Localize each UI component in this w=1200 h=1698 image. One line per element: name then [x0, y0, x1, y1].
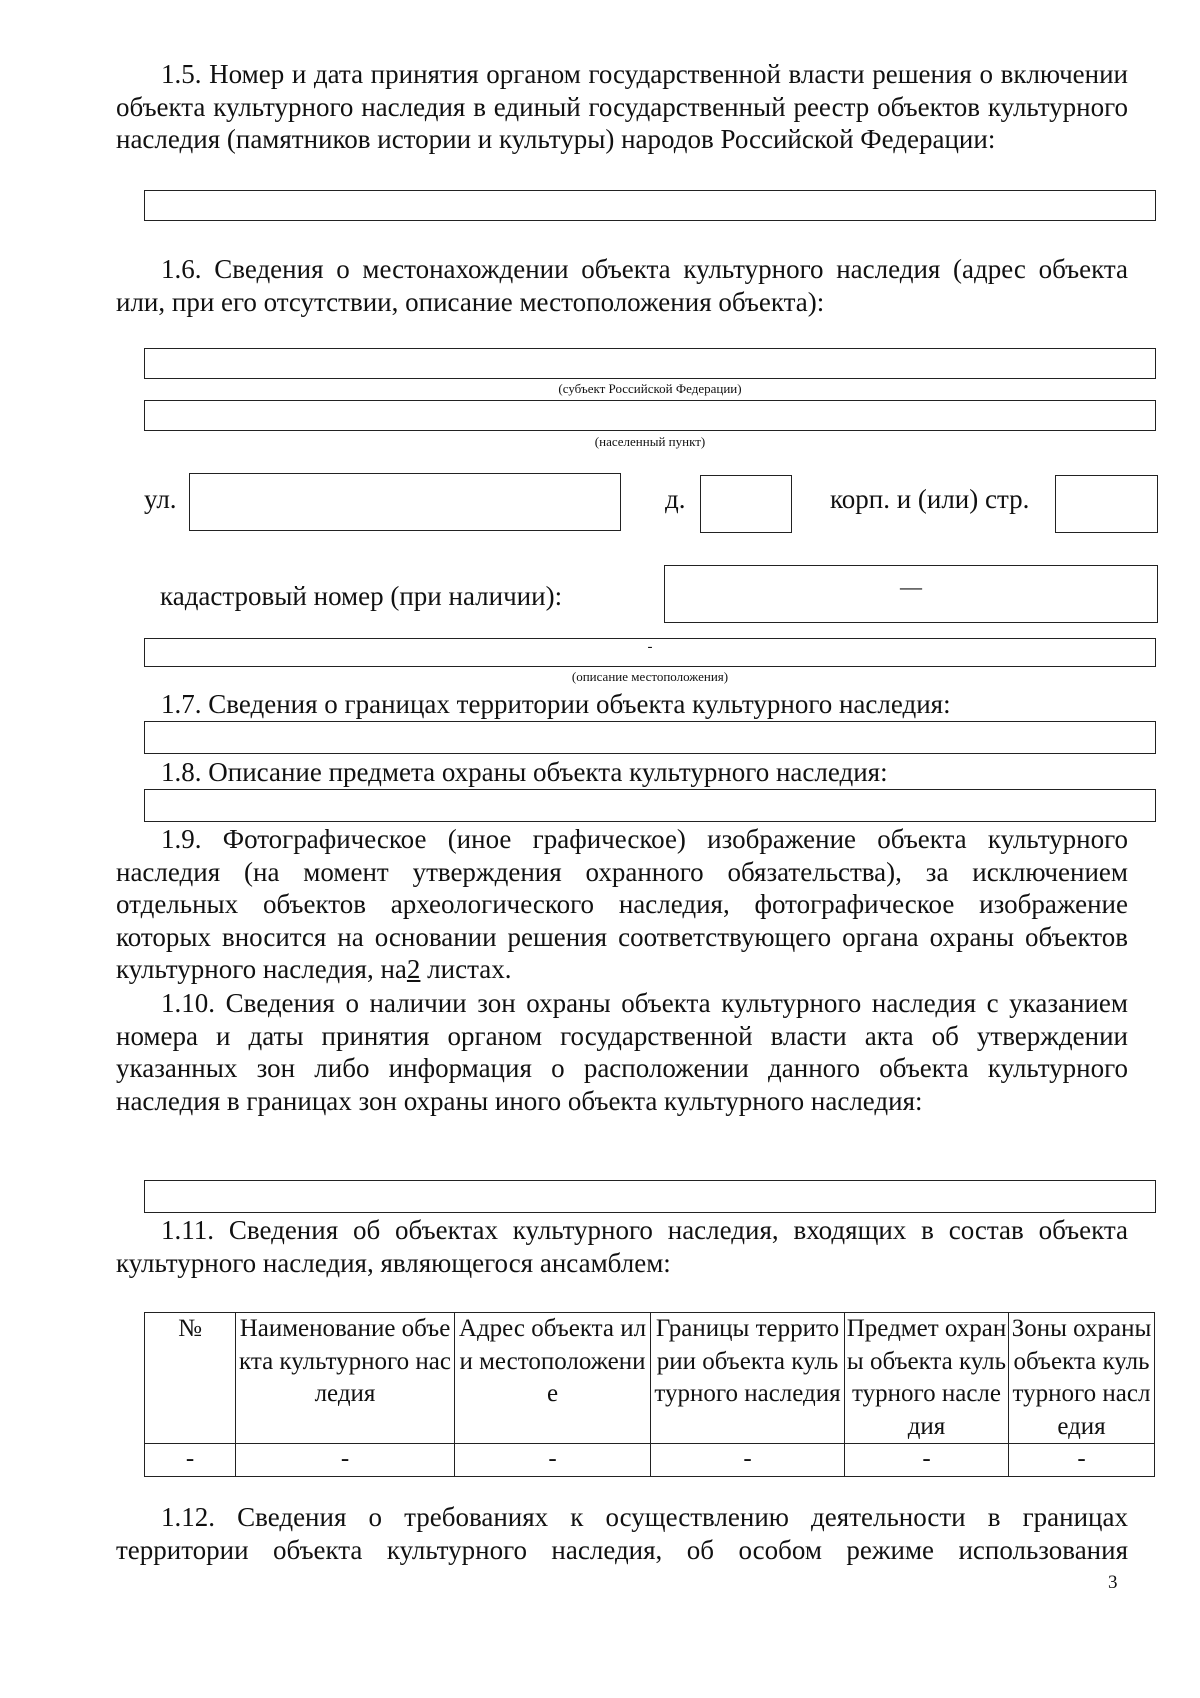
table-cell: -	[845, 1444, 1009, 1477]
federal-subject-value	[145, 349, 1155, 378]
territory-boundaries-value	[145, 722, 1155, 753]
section-1-7-text: 1.7. Сведения о границах территории объекта культурного наследия:	[161, 689, 951, 719]
protection-zones-value	[145, 1181, 1155, 1212]
street-label: ул.	[144, 484, 177, 514]
protection-zones-field[interactable]	[144, 1180, 1156, 1213]
locality-field[interactable]	[144, 400, 1156, 431]
page-number: 3	[1108, 1572, 1118, 1593]
table-row	[145, 1444, 1155, 1477]
house-value	[701, 476, 791, 532]
protection-subject-value	[145, 790, 1155, 821]
col-zones-header: Зоны охраны объекта культурного наследия	[1009, 1313, 1155, 1444]
section-1-9-text: 1.9. Фотографическое (иное графическое) изображение объекта культурного наследия (на момент утверждения охранного обязательства), за исключением отдельных объектов археологического наследия, фотографическое изображение которых вносится на основании решения соответствующего органа охраны объектов культурного наследия, на	[116, 824, 1128, 984]
territory-boundaries-field[interactable]	[144, 721, 1156, 754]
section-1-11-text: 1.11. Сведения об объектах культурного наследия, входящих в состав объекта культурного наследия, являющегося ансамблем:	[116, 1215, 1128, 1278]
section-1-8-text: 1.8. Описание предмета охраны объекта культурного наследия:	[161, 757, 888, 787]
protection-subject-field[interactable]	[144, 789, 1156, 822]
federal-subject-caption: (субъект Российской Федерации)	[558, 381, 742, 396]
table-cell: -	[236, 1444, 455, 1477]
registry-decision-value	[145, 191, 1155, 220]
house-label: д.	[665, 484, 686, 514]
col-protection-subject-header: Предмет охраны объекта культурного наследия	[845, 1313, 1009, 1444]
house-field[interactable]	[700, 475, 792, 533]
table-header-row	[145, 1313, 1155, 1444]
col-name-header: Наименование объекта культурного наследия	[236, 1313, 455, 1444]
cadastral-value: —	[900, 574, 922, 599]
building-label: корп. и (или) стр.	[830, 484, 1030, 514]
section-1-12-text: 1.12. Сведения о требованиях к осуществлению деятельности в границах территории объекта культурного наследия, об особом режиме использования	[116, 1502, 1128, 1565]
section-1-6-text: 1.6. Сведения о местонахождении объекта культурного наследия (адрес объекта или, при его отсутствии, описание местоположения объекта):	[116, 254, 1128, 317]
street-value	[190, 474, 620, 530]
locality-caption: (населенный пункт)	[594, 434, 706, 449]
ensemble-objects-table	[144, 1312, 1155, 1477]
registry-decision-field[interactable]	[144, 190, 1156, 221]
table-cell: -	[651, 1444, 845, 1477]
table-cell: -	[455, 1444, 651, 1477]
photo-sheets-count: 2	[406, 954, 421, 984]
locality-value	[145, 401, 1155, 430]
col-address-header: Адрес объекта или местоположение	[455, 1313, 651, 1444]
section-1-5-text: 1.5. Номер и дата принятия органом государственной власти решения о включении объекта культурного наследия в единый государственный реестр объектов культурного наследия (памятников истории и культуры) народов Российской Федерации:	[116, 59, 1128, 154]
col-boundaries-header: Границы территории объекта культурного наследия	[651, 1313, 845, 1444]
section-1-9-paragraph	[116, 823, 1128, 986]
building-value	[1056, 476, 1157, 532]
table-cell: -	[1009, 1444, 1155, 1477]
location-description-caption: (описание местоположения)	[571, 669, 729, 684]
cadastral-label: кадастровый номер (при наличии):	[160, 581, 563, 611]
building-field[interactable]	[1055, 475, 1158, 533]
section-1-10-text: 1.10. Сведения о наличии зон охраны объекта культурного наследия с указанием номера и даты принятия органом государственной власти акта об утверждении указанных зон либо информация о расположении данного объекта культурного наследия в границах зон охраны иного объекта культурного наследия:	[116, 988, 1128, 1116]
section-1-9-suffix: листах.	[420, 954, 512, 984]
street-field[interactable]	[189, 473, 621, 531]
col-number-header: №	[145, 1313, 236, 1444]
location-description-field[interactable]	[144, 638, 1156, 667]
federal-subject-field[interactable]	[144, 348, 1156, 379]
table-cell: -	[145, 1444, 236, 1477]
cadastral-field[interactable]	[664, 565, 1158, 623]
location-description-value: -	[647, 639, 653, 655]
